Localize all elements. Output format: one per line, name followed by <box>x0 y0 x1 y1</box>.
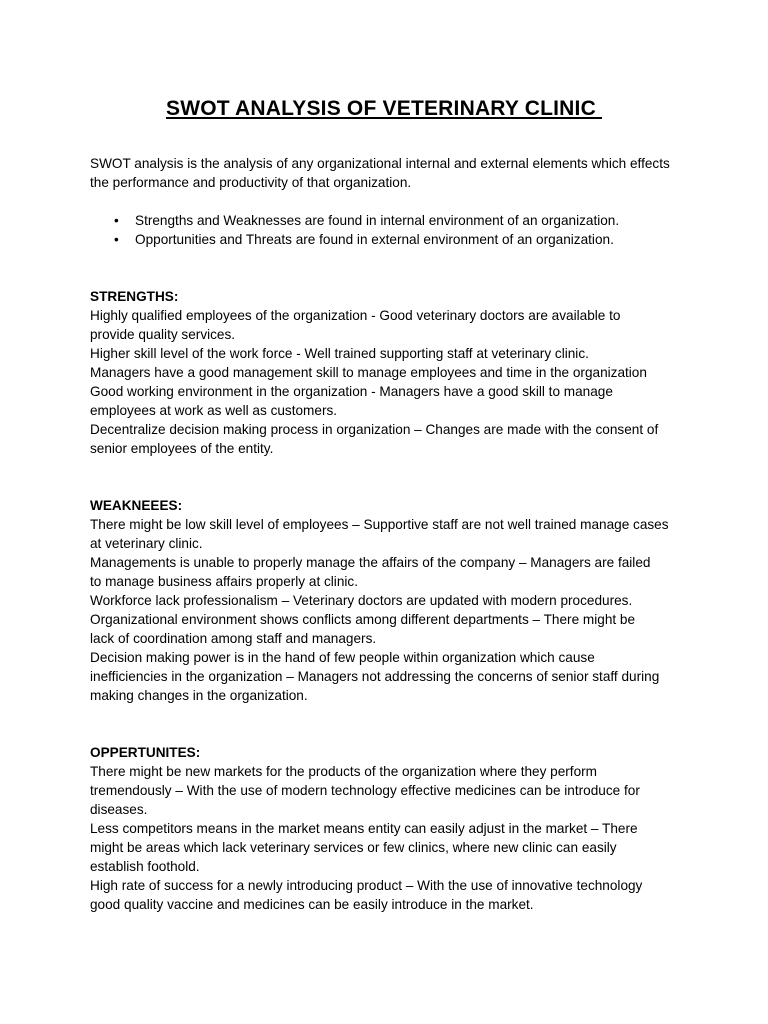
section-line: Organizational environment shows conflicts among different departments – There might be <box>90 612 636 627</box>
bullet-item <box>90 230 678 249</box>
section-line: Highly qualified employees of the organization - Good veterinary doctors are available to <box>90 308 621 323</box>
bullet-icon: • <box>114 232 119 247</box>
section-line: establish foothold. <box>90 859 200 874</box>
section-line: Decision making power is in the hand of few people within organization which cause <box>90 650 595 665</box>
intro-line: the performance and productivity of that organization. <box>90 175 412 190</box>
section-line: at veterinary clinic. <box>90 536 203 551</box>
section-line: senior employees of the entity. <box>90 441 274 456</box>
section-line: Workforce lack professionalism – Veterinary doctors are updated with modern procedures. <box>90 593 633 608</box>
section-line: Less competitors means in the market means entity can easily adjust in the market – There <box>90 821 638 836</box>
section-line: inefficiencies in the organization – Managers not addressing the concerns of senior staff during <box>90 669 660 684</box>
bullet-item <box>90 211 678 230</box>
section-strengths <box>90 287 678 458</box>
section-line: to manage business affairs properly at clinic. <box>90 574 358 589</box>
bullet-icon: • <box>114 213 119 228</box>
section-line: Managements is unable to properly manage the affairs of the company – Managers are failed <box>90 555 651 570</box>
section-heading: WEAKNEEES: <box>90 498 183 513</box>
section-line: There might be low skill level of employees – Supportive staff are not well trained manage cases <box>90 517 669 532</box>
bullet-list <box>90 211 678 249</box>
section-line: Higher skill level of the work force - Well trained supporting staff at veterinary clinic. <box>90 346 589 361</box>
section-line: tremendously – With the use of modern technology effective medicines can be introduce for <box>90 783 640 798</box>
section-line: provide quality services. <box>90 327 236 342</box>
section-line: diseases. <box>90 802 148 817</box>
bullet-text: Opportunities and Threats are found in external environment of an organization. <box>135 232 614 247</box>
section-weaknesses <box>90 496 678 705</box>
section-line: might be areas which lack veterinary services or few clinics, where new clinic can easily <box>90 840 617 855</box>
section-heading: OPPERTUNITES: <box>90 745 201 760</box>
section-line: Decentralize decision making process in organization – Changes are made with the consent of <box>90 422 659 437</box>
section-line: employees at work as well as customers. <box>90 403 338 418</box>
section-line: making changes in the organization. <box>90 688 308 703</box>
section-heading: STRENGTHS: <box>90 289 179 304</box>
section-line: High rate of success for a newly introducing product – With the use of innovative technology <box>90 878 643 893</box>
section-opportunities <box>90 743 678 914</box>
intro-paragraph <box>90 154 678 192</box>
section-line: There might be new markets for the products of the organization where they perform <box>90 764 597 779</box>
page-title: SWOT ANALYSIS OF VETERINARY CLINIC <box>166 97 602 120</box>
bullet-text: Strengths and Weaknesses are found in internal environment of an organization. <box>135 213 620 228</box>
section-line: Managers have a good management skill to manage employees and time in the organization <box>90 365 647 380</box>
section-line: Good working environment in the organization - Managers have a good skill to manage <box>90 384 613 399</box>
intro-line: SWOT analysis is the analysis of any organizational internal and external elements which effects <box>90 156 670 171</box>
section-line: lack of coordination among staff and managers. <box>90 631 377 646</box>
section-line: good quality vaccine and medicines can be easily introduce in the market. <box>90 897 534 912</box>
